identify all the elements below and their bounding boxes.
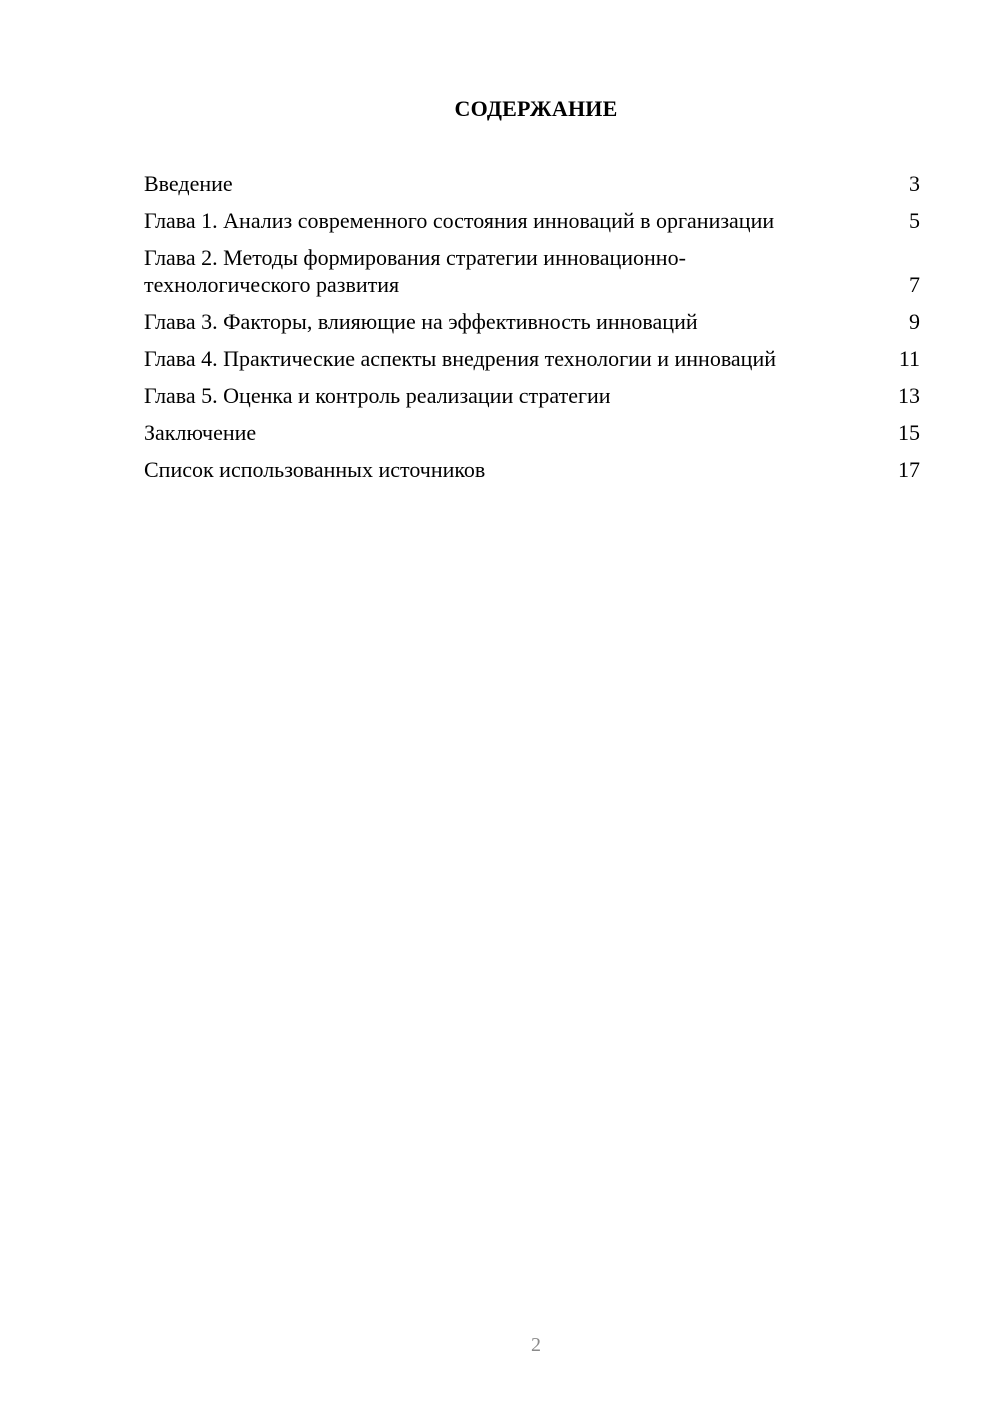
toc-entry-page: 15: [898, 420, 920, 445]
table-of-contents: [144, 170, 920, 493]
toc-entry-chapter-5[interactable]: [144, 382, 920, 409]
toc-entry-title: Глава 4. Практические аспекты внедрения технологии и инноваций: [144, 346, 776, 371]
toc-entry-title: Глава 1. Анализ современного состояния инноваций в организации: [144, 208, 775, 233]
toc-entry-introduction[interactable]: [144, 170, 920, 197]
toc-entry-page: 11: [898, 346, 920, 371]
toc-entry-page: 7: [909, 272, 920, 297]
toc-entry-title: Введение: [144, 171, 233, 196]
toc-entry-title: Заключение: [144, 420, 257, 445]
toc-entry-page: 13: [898, 383, 920, 408]
toc-entry-conclusion[interactable]: [144, 419, 920, 446]
toc-entry-title: Список использованных источников: [144, 457, 486, 482]
toc-entry-references[interactable]: [144, 456, 920, 483]
toc-entry-page: 3: [909, 171, 920, 196]
toc-entry-chapter-1[interactable]: [144, 207, 920, 234]
toc-entry-page: 17: [898, 457, 920, 482]
toc-entry-chapter-3[interactable]: [144, 308, 920, 335]
toc-entry-page: 9: [909, 309, 920, 334]
toc-entry-chapter-2[interactable]: [144, 244, 920, 298]
toc-entry-chapter-4[interactable]: [144, 345, 920, 372]
toc-entry-title: Глава 5. Оценка и контроль реализации стратегии: [144, 383, 611, 408]
page-number: 2: [531, 1334, 541, 1356]
toc-entry-page: 5: [909, 208, 920, 233]
toc-entry-title: Глава 3. Факторы, влияющие на эффективность инноваций: [144, 309, 698, 334]
toc-entry-title: Глава 2. Методы формирования стратегии инновационно-технологического развития: [144, 245, 686, 297]
toc-heading: СОДЕРЖАНИЕ: [454, 96, 618, 121]
